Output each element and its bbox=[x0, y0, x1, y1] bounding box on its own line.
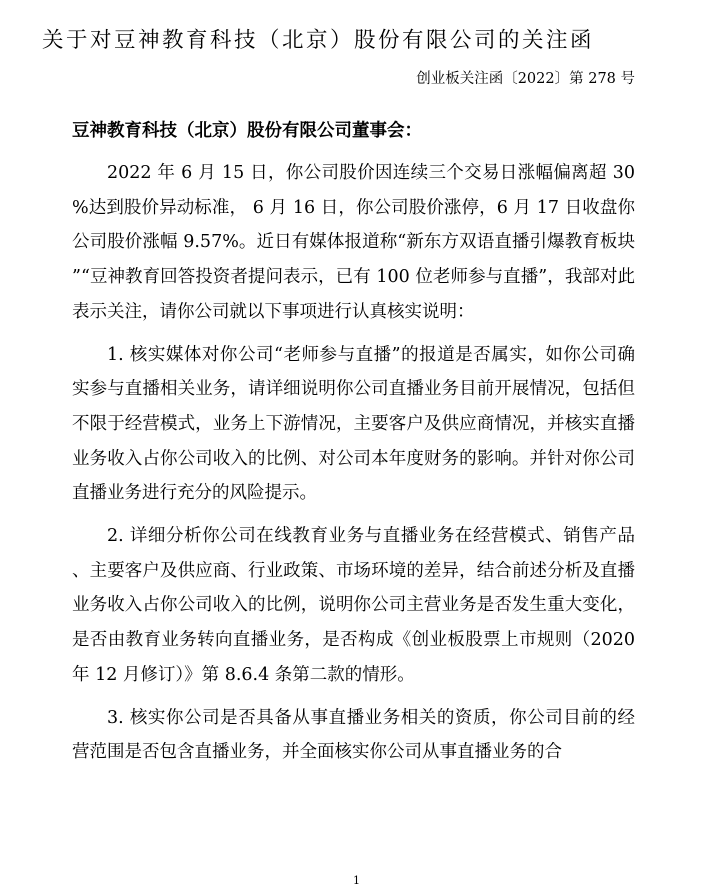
paragraph-intro: 2022 年 6 月 15 日，你公司股价因连续三个交易日涨幅偏离超 30%达到股价异动标准， 6 月 16 日，你公司股价涨停，6 月 17 日收盘你公司股价涨幅 9.57%。近日有媒体报道称“新东方双语直播引爆教育板块”“豆神教育回答投资者提问表示，已有 100 位老师参与直播”，我部对此表示关注，请你公司就以下事项进行认真核实说明： bbox=[72, 163, 635, 322]
document-body bbox=[72, 156, 635, 778]
paragraph-item-3: 3. 核实你公司是否具备从事直播业务相关的资质，你公司目前的经营范围是否包含直播业务，并全面核实你公司从事直播业务的合 bbox=[72, 707, 635, 763]
paragraph-item-2: 2. 详细分析你公司在线教育业务与直播业务在经营模式、销售产品、主要客户及供应商、行业政策、市场环境的差异，结合前述分析及直播业务收入占你公司收入的比例，说明你公司主营业务是否发生重大变化，是否由教育业务转向直播业务，是否构成《创业板股票上市规则（2020 年 12 月修订）》第 8.6.4 条第二款的情形。 bbox=[72, 526, 635, 685]
addressee: 豆神教育科技（北京）股份有限公司董事会： bbox=[72, 121, 422, 141]
paragraph-item-1: 1. 核实媒体对你公司“老师参与直播”的报道是否属实，如你公司确实参与直播相关业务，请详细说明你公司直播业务目前开展情况，包括但不限于经营模式，业务上下游情况，主要客户及供应商情况，并核实直播业务收入占你公司收入的比例、对公司本年度财务的影响。并针对你公司直播业务进行充分的风险提示。 bbox=[72, 344, 635, 504]
document-number: 创业板关注函〔2022〕第 278 号 bbox=[416, 71, 635, 87]
document-title: 关于对豆神教育科技（北京）股份有限公司的关注函 bbox=[42, 28, 595, 54]
page-number: 1 bbox=[353, 874, 360, 887]
